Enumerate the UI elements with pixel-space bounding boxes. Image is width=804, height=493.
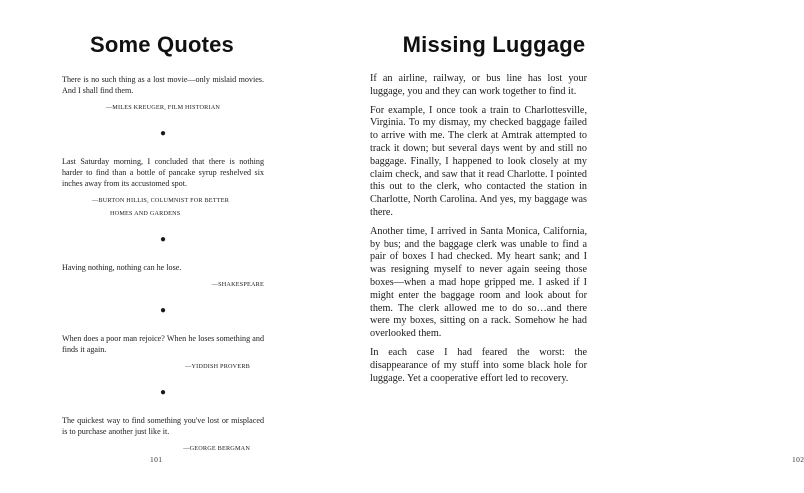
quote-item [62,74,264,113]
bullet-separator-icon: ● [159,387,167,398]
bullet-separator-icon: ● [159,305,167,316]
article-paragraph: If an airline, railway, or bus line has lost your luggage, you and they can work together to find it. [370,73,587,97]
article-paragraph: For example, I once took a train to Charlottesville, Virginia. To my dismay, my checked baggage failed to arrive with me. The clerk at Amtrak attempted to track it down; but several days went by and still no baggage. Finally, I happened to look closely at my claim check, and saw that it read Charlotte. I pointed this out to the clerk, who contacted the station in Charlotte, North Carolina. And yes, my baggage was there. [370,104,587,218]
quote-text: When does a poor man rejoice? When he loses something and finds it again. [62,334,264,354]
quote-text: There is no such thing as a lost movie—only mislaid movies. And I shall find them. [62,75,264,95]
article-paragraph: Another time, I arrived in Santa Monica, California, by bus; and the baggage clerk was unable to find a pair of boxes I had checked. My heart sank; and I was resigning myself to never again seeing those boxes—when a mad hope gripped me. I asked if I might enter the baggage room and look about for them. The clerk allowed me to do so…and there were my boxes, sitting on a rack. Somehow he had overlooked them. [370,225,587,340]
quote-attribution: —BURTON HILLIS, COLUMNIST FOR BETTER [92,197,230,204]
quote-item [62,415,264,454]
quotes-list [62,74,264,454]
quote-text: Having nothing, nothing can he lose. [62,263,182,272]
quote-attribution: —MILES KREUGER, FILM HISTORIAN [105,104,221,111]
quote-attribution: —GEORGE BERGMAN [183,445,250,452]
left-page-number: 101 [150,455,163,464]
quote-item [62,333,264,372]
quote-item [62,156,264,219]
right-page-title: Missing Luggage [402,32,586,57]
right-page-number: 102 [792,455,804,464]
quote-attribution: —YIDDISH PROVERB [185,363,250,370]
article-body [370,73,587,391]
quote-item [62,262,264,290]
article-paragraph: In each case I had feared the worst: the disappearance of my stuff into some black hole for luggage. Yet a cooperative effort led to recovery. [370,346,587,384]
quote-attribution-continued: HOMES AND GARDENS [110,210,181,217]
left-page-title: Some Quotes [89,32,234,57]
quote-text: Last Saturday morning, I concluded that there is nothing harder to find than a bottle of pancake syrup reshelved six inches away from its accustomed spot. [62,157,264,188]
bullet-separator-icon: ● [159,128,167,139]
bullet-separator-icon: ● [159,234,167,245]
quote-attribution: —SHAKESPEARE [211,281,264,288]
left-page [0,0,319,493]
quote-text: The quickest way to find something you've lost or misplaced is to purchase another just like it. [62,416,264,436]
